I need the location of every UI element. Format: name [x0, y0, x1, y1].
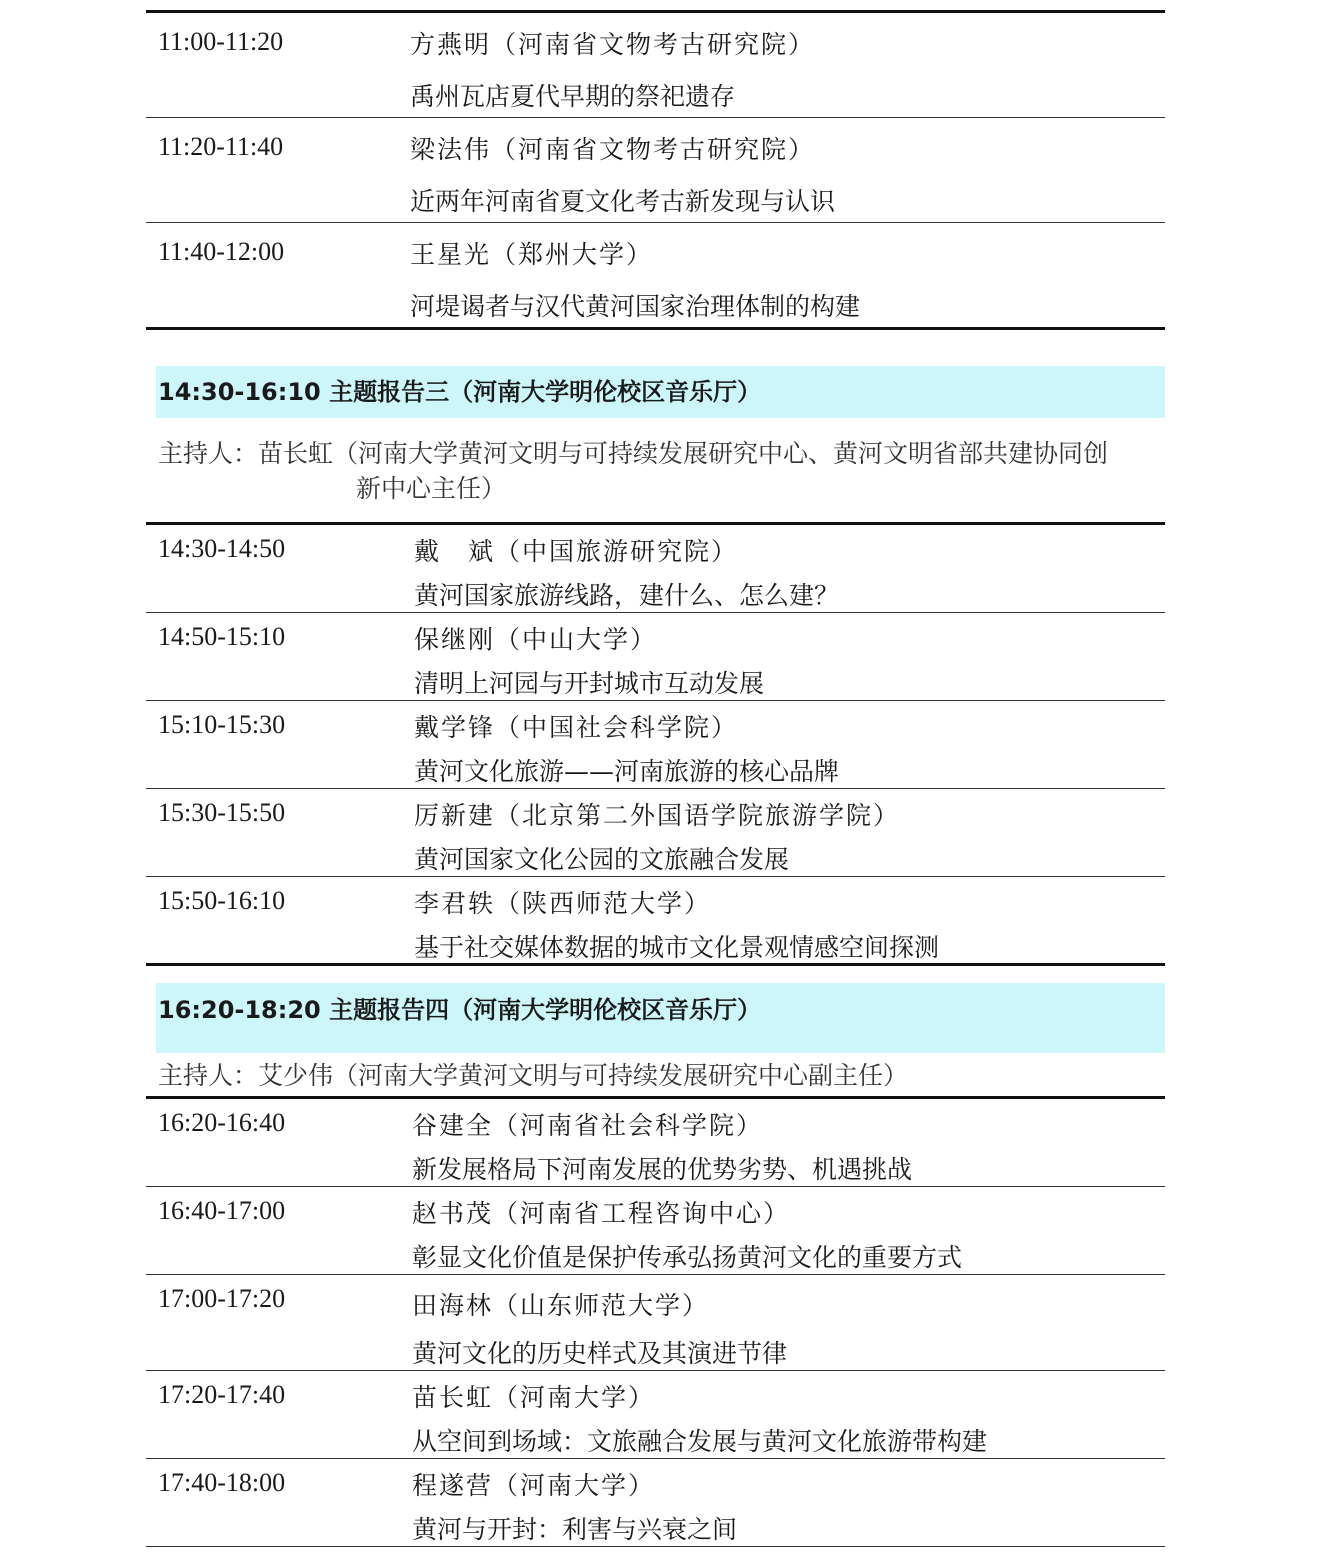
schedule-row [146, 1275, 1165, 1371]
time-slot: 15:10-15:30 [158, 710, 286, 739]
talk-title: 黄河国家旅游线路，建什么、怎么建？ [414, 581, 840, 610]
schedule-row [146, 223, 1165, 330]
time-slot: 17:40-18:00 [158, 1468, 286, 1497]
schedule-row [146, 118, 1165, 223]
time-slot: 14:50-15:10 [158, 622, 286, 651]
talk-title: 彰显文化价值是保护传承弘扬黄河文化的重要方式 [412, 1243, 963, 1272]
speaker: 方燕明（河南省文物考古研究院） [410, 30, 816, 59]
talk-title: 近两年河南省夏文化考古新发现与认识 [410, 187, 836, 216]
schedule-row [146, 13, 1165, 118]
time-slot: 11:20-11:40 [158, 132, 284, 161]
schedule-row [146, 613, 1165, 701]
host-line-continued: 新中心主任） [356, 474, 507, 503]
talk-title: 黄河文化的历史样式及其演进节律 [412, 1339, 788, 1368]
time-slot: 11:00-11:20 [158, 27, 284, 56]
speaker: 戴学锋（中国社会科学院） [414, 713, 739, 742]
host-info [158, 436, 1168, 506]
section-header: 14:30-16:10 主题报告三（河南大学明伦校区音乐厅） [156, 366, 1165, 418]
schedule-row [146, 1371, 1165, 1459]
time-slot: 11:40-12:00 [158, 237, 285, 266]
time-slot: 15:30-15:50 [158, 798, 286, 827]
schedule-row [146, 701, 1165, 789]
speaker: 保继刚（中山大学） [414, 625, 658, 654]
talk-title: 河堤谒者与汉代黄河国家治理体制的构建 [410, 292, 861, 321]
section-header: 16:20-18:20 主题报告四（河南大学明伦校区音乐厅） [156, 983, 1165, 1053]
speaker: 田海林（山东师范大学） [412, 1291, 710, 1320]
host-info [158, 1058, 1168, 1093]
talk-title: 从空间到场域：文旅融合发展与黄河文化旅游带构建 [412, 1427, 988, 1456]
speaker: 程遂营（河南大学） [412, 1471, 656, 1500]
time-slot: 16:20-16:40 [158, 1108, 286, 1137]
schedule-row [146, 525, 1165, 613]
speaker: 赵书茂（河南省工程咨询中心） [412, 1199, 791, 1228]
schedule-row [146, 789, 1165, 877]
speaker: 王星光（郑州大学） [410, 240, 654, 269]
speaker: 戴 斌（中国旅游研究院） [414, 537, 739, 566]
speaker: 厉新建（北京第二外国语学院旅游学院） [414, 801, 901, 830]
schedule-row [146, 877, 1165, 966]
talk-title: 新发展格局下河南发展的优势劣势、机遇挑战 [412, 1155, 913, 1184]
talk-title: 黄河国家文化公园的文旅融合发展 [414, 845, 790, 874]
speaker: 李君轶（陕西师范大学） [414, 889, 712, 918]
talk-title: 禹州瓦店夏代早期的祭祀遗存 [410, 82, 736, 111]
speaker: 梁法伟（河南省文物考古研究院） [410, 135, 816, 164]
speaker: 谷建全（河南省社会科学院） [412, 1111, 764, 1140]
time-slot: 17:00-17:20 [158, 1284, 286, 1313]
time-slot: 16:40-17:00 [158, 1196, 286, 1225]
talk-title: 清明上河园与开封城市互动发展 [414, 669, 765, 698]
talk-title: 基于社交媒体数据的城市文化景观情感空间探测 [414, 933, 940, 962]
time-slot: 17:20-17:40 [158, 1380, 286, 1409]
schedule-row [146, 1459, 1165, 1547]
schedule-row [146, 1099, 1165, 1187]
talk-title: 黄河文化旅游——河南旅游的核心品牌 [414, 757, 840, 786]
host-line: 主持人：苗长虹（河南大学黄河文明与可持续发展研究中心、黄河文明省部共建协同创 [158, 439, 1109, 468]
time-slot: 14:30-14:50 [158, 534, 286, 563]
schedule-row [146, 1187, 1165, 1275]
time-slot: 15:50-16:10 [158, 886, 286, 915]
speaker: 苗长虹（河南大学） [412, 1383, 656, 1412]
talk-title: 黄河与开封：利害与兴衰之间 [412, 1515, 738, 1544]
host-line: 主持人：艾少伟（河南大学黄河文明与可持续发展研究中心副主任） [158, 1061, 909, 1090]
